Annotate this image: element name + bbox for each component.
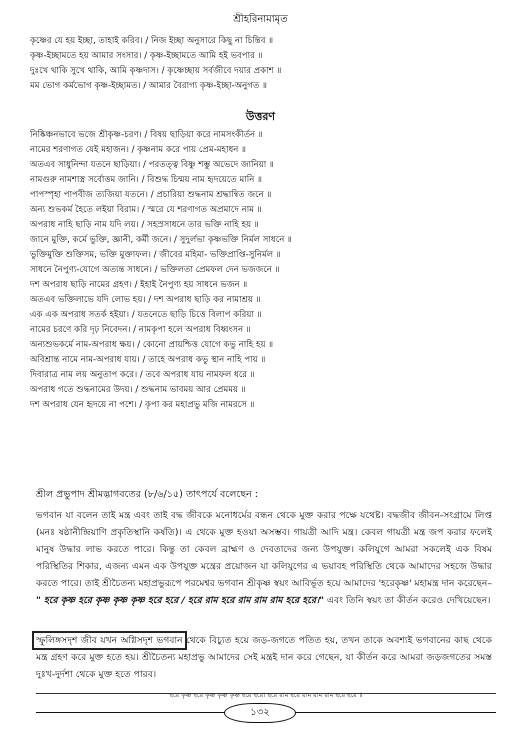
verse-stanza-main <box>30 128 500 413</box>
mahamantra-text: " হরে কৃষ্ণ হরে কৃষ্ণ কৃষ্ণ কৃষ্ণ হরে হরে / হরে রাম হরে রাম রাম রাম হরে হরে।" <box>36 595 325 606</box>
verse-line: দশ অপরাধ যেন হৃদয়ে না পশে। / কৃপা কর মহাপ্রভু মজি নামরসে ॥ <box>30 400 255 410</box>
page-header-title: শ্রীহরিনামামৃত <box>233 14 288 25</box>
verse-line: কৃষ্ণের যে হয় ইচ্ছা, তাহাই করিব। / নিজ ইচ্ছা অনুসারে কিছু না চিন্তিব ॥ <box>30 36 274 46</box>
verse-line: দশ অপরাধ ছাড়ি নামের গ্রহণ। / ইহাই নৈপুণ্য হয় সাধনে ভজন ॥ <box>30 280 248 290</box>
paragraph-text: থেকে বিচ্যুত হয়ে জড়-জগতে পতিত হয়, তখন তাকে অবশ্যই ভগবানের কাছ থেকে মন্ত্র গ্রহণ করে মুক্ত হতে হয়। শ্রীচৈতন্য মহাপ্রভু আমাদের সেই মন্ত্রই দান করে গেছেন, যা কীর্তন করে আমরা জড়জগতের সমস্ত দুঃখ-দুর্দশা থেকে মুক্ত হতে পারব। <box>36 635 493 680</box>
commentary-paragraph <box>36 507 492 609</box>
verse-line: অবিশ্রান্ত নামে নাম-অপরাধ যায়। / তাহে অপরাধ কভু স্থান নাহি পায় ॥ <box>30 355 266 365</box>
paragraph-text: ভগবান যা বলেন তাই মন্ত্র এবং তাই বদ্ধ জীবকে মনোধর্মের বন্ধন থেকে মুক্ত করার পক্ষে যথেষ্ট। বদ্ধজীব জীবন-সংগ্রামে লিপ্ত (মনঃ ষষ্ঠানীন্দ্রিয়াণি প্রকৃতিস্থানি কর্ষতি)। এ থেকে মুক্ত হওয়া অসম্ভব। গায়ত্রী আদি মন্ত্র। কেবল গায়ত্রী মন্ত্র জপ করার ফলেই মানুষ উদ্ধার লাভ করতে পারে। কিন্তু তা কেবল ব্রাহ্মণ ও দেবতাদের জন্য উপযুক্ত। কলিযুগে আমরা সকলেই এক বিষম পরিস্থিতির শিকার, এজন্য এমন এক উপযুক্ত মন্ত্রের প্রয়োজন যা কলিযুগের এ ভয়াবহ পরিস্থিতি থেকে আমাদের সহজে উদ্ধার করতে পারে। তাই শ্রীচৈতন্য মহাপ্রভুরূপে পরমেশ্বর ভগবান শ্রীকৃষ্ণ স্বয়ং আবির্ভূত হয়ে আমাদের 'হরেকৃষ্ণ' মহামন্ত্র দান করেছেন– <box>36 510 492 589</box>
commentary-paragraph-2 <box>36 632 492 683</box>
verse-line: অপরাধ গতে শুদ্ধনামের উদয়। / শুদ্ধনাম ভাবময় আর প্রেমময় ॥ <box>30 385 246 395</box>
verse-line: নামগুরু নামশাস্ত্র সর্বোত্তম জানি। / বিশুদ্ধ চিন্ময় নাম হৃদয়েতে মানি ॥ <box>30 175 262 185</box>
page-number: ১৩২ <box>224 703 296 723</box>
verse-line: অতএব সাধুনিন্দা যতনে ছাড়িয়া। / পরতত্ত্ব বিষ্ণু শম্ভু অভেদে জানিয়া ॥ <box>30 160 274 170</box>
verse-line: অন্য শুভকর্ম হৈতে লইয়া বিরাম। / স্মরে যে শরণাগত অপ্রমাদে নাম ॥ <box>30 205 262 215</box>
verse-line: এক এক অপরাধ সতর্ক হইয়া। / যতনেতে ছাড়ি চিত্তে বিলাপ করিয়া ॥ <box>30 310 262 320</box>
verse-line: মম ভোগ কর্মভোগ কৃষ্ণ-ইচ্ছামত। / আমার বৈরাগ্য কৃষ্ণ-ইচ্ছা-অনুগত ॥ <box>30 81 267 91</box>
footer-divider <box>36 693 496 694</box>
verse-line: অন্যশুভকর্মে নাম-অপরাধ ক্ষয়। / কোনো প্রায়শ্চিত্ত যোগে কভু নাহি হয় ॥ <box>30 340 274 350</box>
verse-stanza-top <box>30 34 500 94</box>
verse-line: জানে মুক্তি, কর্মে ভুক্তি, জ্ঞানী, কর্মী জনে। / সুদুর্লভা কৃষ্ণভক্তি নির্মল সাধনে ॥ <box>30 235 292 245</box>
verse-line: দুঃখে থাকি সুখে থাকি, আমি কৃষ্ণদাস। / কৃষ্ণেচ্ছায় সর্বজীবে দয়ার প্রকাশ ॥ <box>30 66 282 76</box>
verse-line: নামের শরণাগত যেই মহাজন। / কৃষ্ণনাম করে পায় প্রেম-মহাধন ॥ <box>30 145 247 155</box>
verse-line: দিবারাত্র নাম লয় অনুতাপ করে। / তবে অপরাধ যায় নামফল ধরে ॥ <box>30 370 255 380</box>
paragraph-text: এবং তিনি স্বয়ং তা কীর্তন করেও দেখিয়েছেন। <box>327 595 491 606</box>
verse-line: কৃষ্ণ-ইচ্ছামতে হয় আমার সংসার। / কৃষ্ণ-ইচ্ছামতে আমি হই ভবপার ॥ <box>30 51 263 61</box>
verse-line: অতএব ভক্তিলাভে যদি লোভ হয়। / দশ অপরাধ ছাড়ি কর নামাশ্রয় ॥ <box>30 295 261 305</box>
verse-line: নামের চরণে করি দৃঢ় নিবেদন। / নামকৃপা হলে অপরাধ বিধ্বংসন ॥ <box>30 325 251 335</box>
verse-line: ভুক্তিমুক্তি শুক্তিসম, ভক্তি মুক্তাফল। / জীবের মহিমা- ভক্তিপ্রাপ্তি-সুনির্মল ॥ <box>30 250 281 260</box>
footer-mantra: হরে কৃষ্ণ হরে কৃষ্ণ কৃষ্ণ কৃষ্ণ হরে হরে। হরে রাম হরে রাম রাম রাম হরে হরে ॥ <box>169 691 363 699</box>
section-heading: উত্তরণ <box>245 110 276 123</box>
verse-line: পাপস্পৃহা পাপবীজ ত্যজিয়া যতনে। / প্রচারিয়া শুদ্ধনাম শ্রদ্ধান্বিত জনে ॥ <box>30 190 272 200</box>
boxed-phrase: স্ফুলিঙ্গসদৃশ জীব যখন অগ্নিসদৃশ ভগবান <box>36 635 183 646</box>
verse-line: সাধনে নৈপুণ্য-যোগে অত্যন্ত সাধনে। / ভক্তিলতা প্রেমফল দেন ভজজনে ॥ <box>30 265 280 275</box>
commentary-intro: শ্রীল প্রভুপাদ শ্রীমদ্ভাগবতের (৮/৬/১৫) তাৎপর্যে বলেছেন : <box>36 489 259 500</box>
verse-line: অপরাধ নাহি ছাড়ি নাম যদি লয়। / সহস্রসাধনে তার ভক্তি নাহি হয় ॥ <box>30 220 259 230</box>
verse-line: নিষ্কিঞ্চনভাবে ভজে শ্রীকৃষ্ণ-চরণ। / বিষয় ছাড়িয়া করে নামসংকীর্তন ॥ <box>30 130 263 140</box>
